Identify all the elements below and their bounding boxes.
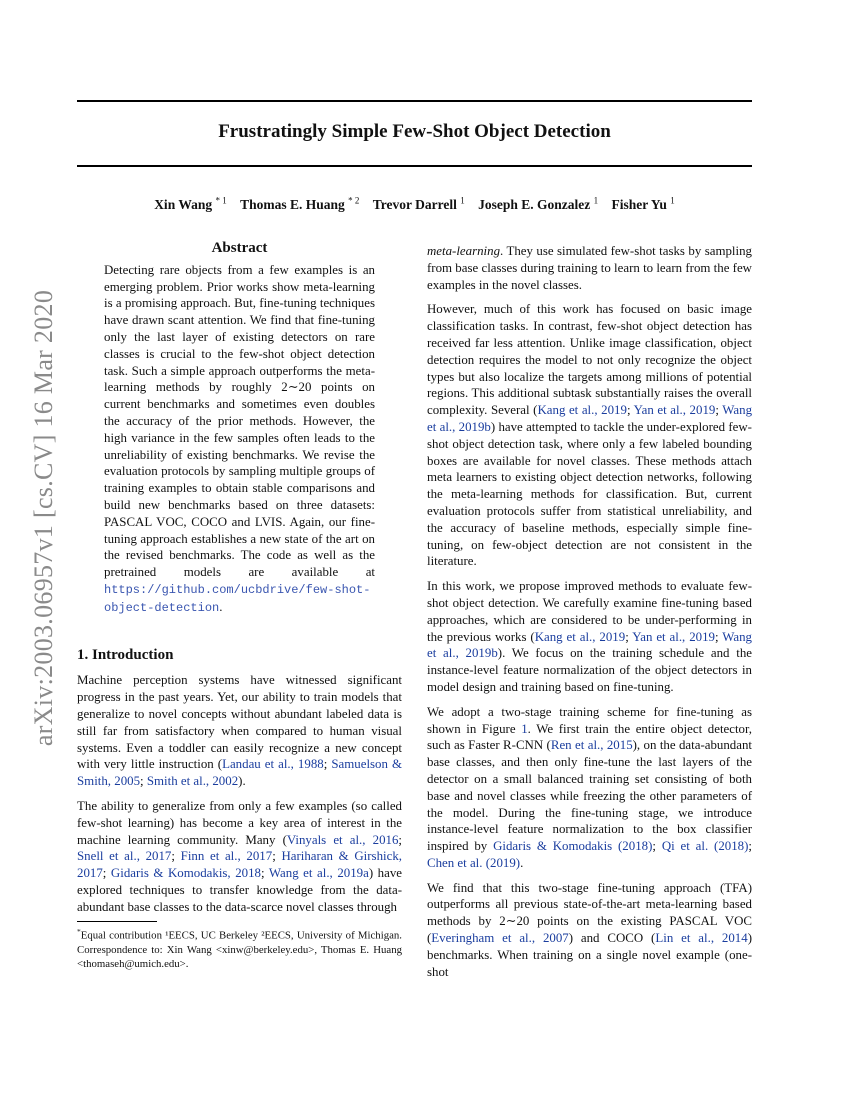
citation[interactable]: Kang et al., 2019 — [534, 629, 626, 644]
code-link[interactable]: https://github.com/ucbdrive/few-shot-object-detection — [104, 582, 371, 615]
citation-year[interactable]: (2018) — [618, 839, 653, 854]
section-heading-introduction: 1. Introduction — [77, 646, 174, 663]
citation[interactable]: Lin et al., 2014 — [655, 931, 748, 946]
author: Xin Wang $^{* 1}$ — [154, 195, 227, 212]
author: Fisher Yu $^1$ — [611, 195, 675, 212]
left-column — [77, 240, 402, 923]
citation[interactable]: Finn et al., 2017 — [180, 849, 273, 864]
footnote-rule — [77, 921, 157, 922]
intro-paragraph-6: We find that this two-stage fine-tuning approach (TFA) outperforms all previous state-of-the-art meta-learning based methods by 2∼20 points on the existing PASCAL VOC (Everingham et al., 2007) and COCO (Lin et al., 2014) benchmarks. When training on a single novel example (one-shot — [427, 880, 752, 979]
citation-year[interactable]: (2018) — [714, 839, 749, 854]
intro-paragraph-5: We adopt a two-stage training scheme for fine-tuning as shown in Figure 1. We first train the entire object detector, such as Faster R-CNN (Ren et al., 2015), on the data-abundant base classes, and then only fine-tune the last layers of the detector on a small balanced training set consisting of both base and novel classes while freezing the other parameters of the model. During the fine-tuning stage, we introduce instance-level feature normalization to the box classifier inspired by Gidaris & Komodakis (2018); Qi et al. (2018); Chen et al. (2019). — [427, 704, 753, 870]
citation-year[interactable]: (2019) — [485, 855, 521, 870]
intro-paragraph-2-continued: meta-learning. They use simulated few-shot tasks by sampling from base classes during training to learn to learn from the few examples in the novel classes. — [427, 244, 752, 292]
right-column — [427, 243, 752, 988]
citation[interactable]: Yan et al., 2019 — [632, 629, 715, 644]
citation[interactable]: Smith et al., 2002 — [146, 774, 239, 789]
intro-paragraph-4: In this work, we propose improved methods to evaluate few-shot object detection. We carefully examine fine-tuning based approaches, which are considered to be under-performing in the previous works (Kang et al., 2019; Yan et al., 2019; Wang et al., 2019b). We focus on the training schedule and the instance-level feature normalization of the object detectors in model design and training based on fine-tuning. — [427, 579, 752, 694]
citation[interactable]: Wang et al., 2019a — [268, 866, 369, 881]
citation[interactable]: Samuelson & Smith, 2005 — [77, 757, 403, 789]
paper-title: Frustratingly Simple Few-Shot Object Detection — [218, 121, 611, 142]
citation[interactable]: Gidaris & Komodakis — [493, 839, 613, 854]
citation[interactable]: Everingham et al., 2007 — [431, 931, 569, 946]
author: Trevor Darrell $^1$ — [372, 195, 465, 212]
intro-paragraph-2: The ability to generalize from only a few examples (so called few-shot learning) has become a key area of interest in the machine learning community. Many (Vinyals et al., 2016; Snell et al., 2017; Finn et al., 2017; Hariharan & Girshick, 2017; Gidaris & Komodakis, 2018; Wang et al., 2019a) have explored techniques to transfer knowledge from the data-abundant base classes to the data-scarce novel classes through — [77, 798, 403, 914]
title-top-rule — [77, 100, 752, 102]
intro-paragraph-3: However, much of this work has focused on basic image classification tasks. In contrast, few-shot object detection has received far less attention. Unlike image classification, object detection requires the model to not only recognize the object types but also localize the targets among millions of potential regions. This additional subtask substantially raises the overall complexity. Several (Kang et al., 2019; Yan et al., 2019; Wang et al., 2019b) have attempted to tackle the under-explored few-shot object detection task, where only a few labeled bounding boxes are available for novel classes. These methods attach meta learners to existing object detection networks, following the meta-learning methods for classification. But, current evaluation protocols suffer from statistical unreliability, and the accuracy of baseline methods, especially simple fine-tuning, on few-object detection are not consistent in the literature. — [427, 302, 753, 569]
intro-paragraph-1: Machine perception systems have witnessed significant progress in the past years. Yet, our ability to train models that generalize to novel concepts without abundant labeled data is still far from satisfactory when compared to human visual systems. Even a toddler can easily recognize a new concept with very little instruction (Landau et al., 1988; Samuelson & Smith, 2005; Smith et al., 2002). — [77, 673, 403, 789]
citation[interactable]: Kang et al., 2019 — [537, 403, 627, 418]
citation[interactable]: Hariharan & Girshick, 2017 — [77, 849, 402, 881]
footnote: *Equal contribution ¹EECS, UC Berkeley ²EECS, University of Michigan. Correspondence to: Xin Wang <xinw@berkeley.edu>, Thomas E. Huang <thomaseh@umich.edu>. — [77, 927, 402, 970]
citation[interactable]: Wang et al., 2019b — [427, 629, 752, 661]
author: Thomas E. Huang $^{* 2}$ — [240, 195, 360, 212]
citation[interactable]: Yan et al., 2019 — [633, 403, 716, 418]
arxiv-stamp: arXiv:2003.06957v1 [cs.CV] 16 Mar 2020 — [29, 289, 58, 747]
citation[interactable]: Chen et al. — [427, 855, 483, 870]
abstract-body: Detecting rare objects from a few examples is an emerging problem. Prior works show meta-learning is a promising approach. But, fine-tuning techniques have drawn scant attention. We find that fine-tuning only the last layer of existing detectors on rare classes is crucial to the few-shot object detection task. Such a simple approach outperforms the meta-learning methods by roughly 2∼20 points on current benchmarks and sometimes even doubles the accuracy of the prior methods. However, the high variance in the few samples often leads to the unreliability of existing benchmarks. We revise the evaluation protocols by sampling multiple groups of training examples to obtain stable comparisons and build new benchmarks based on three datasets: PASCAL VOC, COCO and LVIS. Again, our fine-tuning approach establishes a new state of the art on the revised benchmarks. The code as well as the pretrained models are available at https://github.com/ucbdrive/few-shot-object-detection. — [104, 262, 375, 615]
citation[interactable]: Gidaris & Komodakis, 2018 — [110, 866, 261, 881]
citation[interactable]: Ren et al., 2015 — [550, 738, 633, 753]
citation[interactable]: Landau et al., 1988 — [222, 757, 324, 772]
citation[interactable]: Snell et al., 2017 — [77, 849, 172, 864]
figure-reference[interactable]: 1 — [521, 721, 528, 736]
abstract-heading: Abstract — [211, 240, 268, 256]
author: Joseph E. Gonzalez $^1$ — [478, 195, 599, 212]
author-list — [77, 195, 752, 213]
title-bottom-rule — [77, 165, 752, 167]
citation[interactable]: Qi et al. — [661, 839, 709, 854]
citation[interactable]: Wang et al., 2019b — [427, 403, 753, 434]
citation[interactable]: Vinyals et al., 2016 — [286, 832, 399, 847]
